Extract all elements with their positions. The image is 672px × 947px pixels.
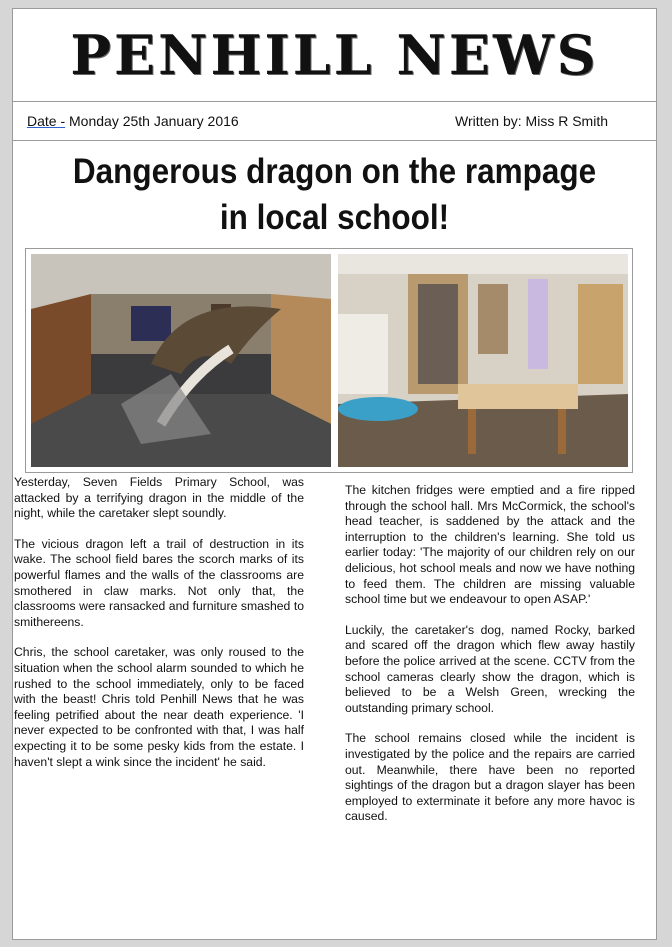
left-column	[14, 475, 304, 785]
right-paragraph-2: Luckily, the caretaker's dog, named Rocky, barked and scared off the dragon which flew away hastily before the police arrived at the scene. CCTV from the school cameras clearly show the dragon, which is believed to be a Welsh Green, wrecking the outstanding primary school.	[345, 622, 635, 715]
date-value: Monday 25th January 2016	[65, 113, 239, 129]
photo-corridor-dragon	[31, 254, 331, 467]
date-line	[27, 113, 239, 129]
headline-line-2: in local school!	[219, 198, 450, 237]
newspaper-title: PENHILL NEWS	[70, 23, 599, 87]
left-paragraph-3: Chris, the school caretaker, was only roused to the situation when the school alarm sounded to which he rushed to the school immediately, only to be faced with the beast! Chris told Penhill News that he was feeling petrified about the near death experience. 'I never expected to be confronted with that, I was half expecting it to be some pesky kids from the estate. I haven't slept a wink since the incident' he said.	[14, 645, 304, 769]
masthead	[13, 9, 656, 102]
photo-classroom-dragon	[338, 254, 628, 467]
right-paragraph-1: The kitchen fridges were emptied and a fire ripped through the school hall. Mrs McCormick, the school's head teacher, is saddened by the attack and the interruption to the children's learning. She told us earlier today: 'The majority of our children rely on our delicious, hot school meals and now we have nothing to feed them. The children are missing valuable school time but we endeavour to open ASAP.'	[345, 483, 635, 607]
photo-frame	[25, 248, 633, 473]
author-line: Written by: Miss R Smith	[455, 113, 608, 129]
headline-line-1: Dangerous dragon on the rampage	[72, 152, 597, 191]
right-column	[345, 483, 635, 840]
info-bar	[13, 102, 656, 141]
date-label: Date -	[27, 113, 66, 129]
left-paragraph-2: The vicious dragon left a trail of destruction in its wake. The school field bares the scorch marks of its powerful flames and the walls of the classrooms are smothered in claw marks. Not only that, the classrooms were ransacked and furniture smashed to smithereens.	[14, 536, 304, 629]
left-paragraph-1: Yesterday, Seven Fields Primary School, was attacked by a terrifying dragon in the middle of the night, while the caretaker slept soundly.	[14, 475, 304, 521]
right-paragraph-3: The school remains closed while the incident is investigated by the police and the repairs are carried out. Meanwhile, there have been no reported sightings of the dragon but a dragon slayer has been employed to exterminate it before any more havoc is caused.	[345, 731, 635, 824]
article-headline	[45, 149, 624, 241]
